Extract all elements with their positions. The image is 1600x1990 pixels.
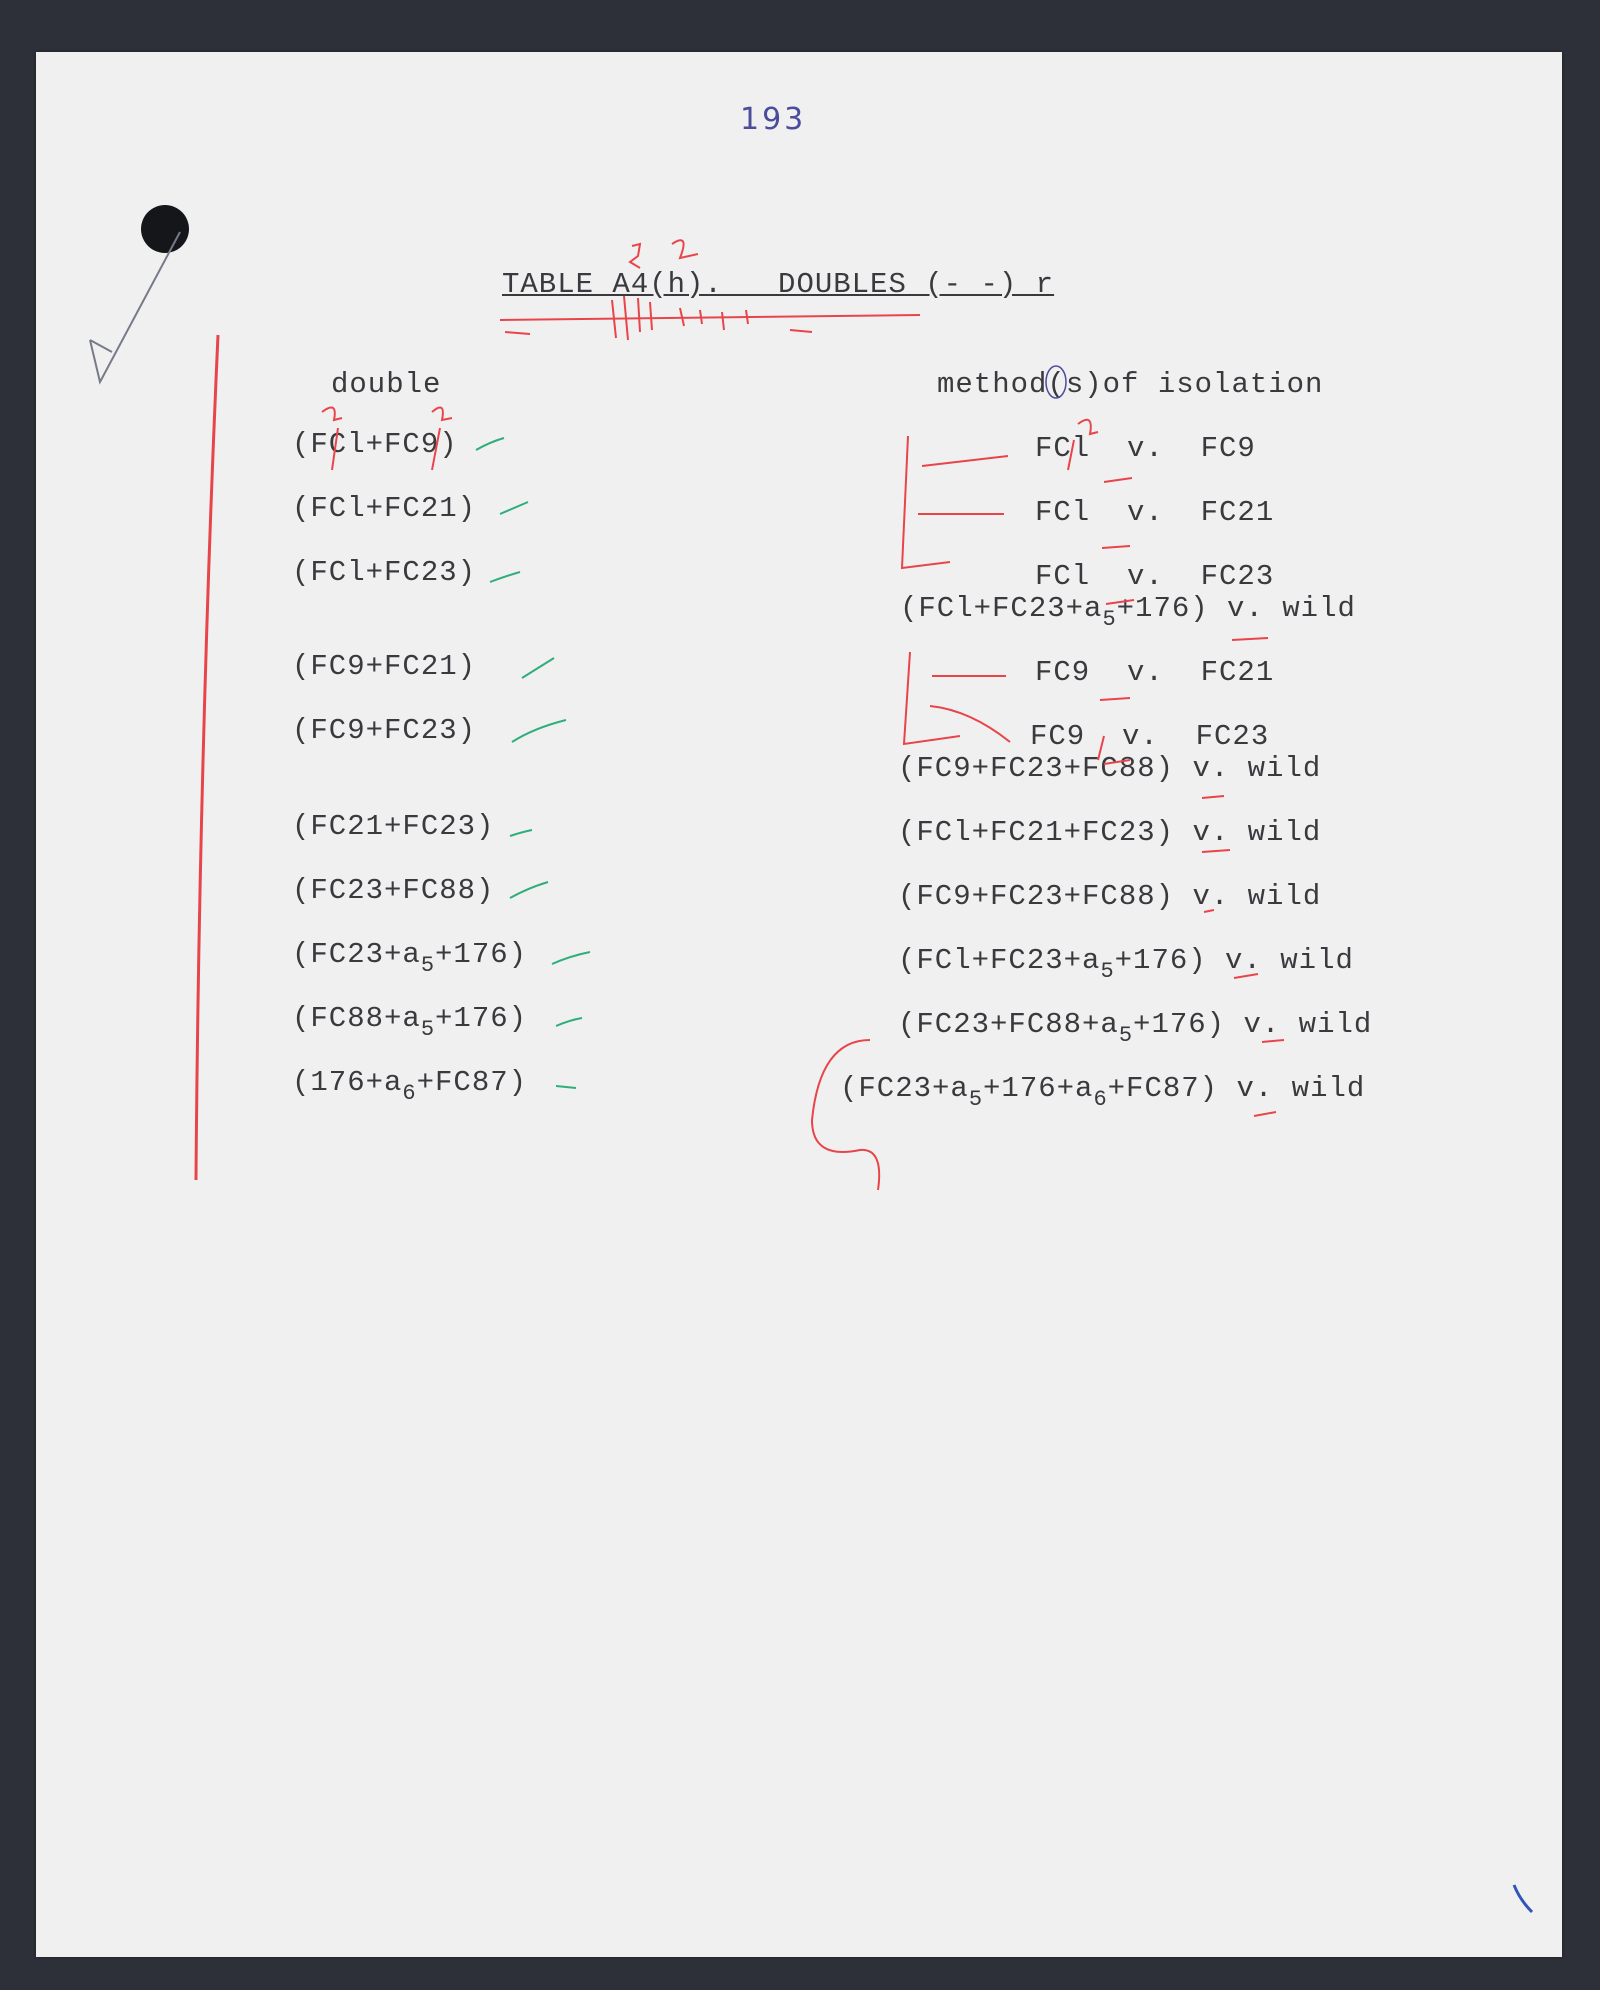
double-row: (FCl+FC9) (292, 428, 458, 461)
double-row: $(176+a_6+FC87)$ (292, 1066, 528, 1106)
column-header-double: double (331, 368, 442, 401)
double-row: (FC9+FC23) (292, 714, 477, 747)
double-row: (FCl+FC21) (292, 492, 477, 525)
method-row: FC9 v. FC21 (1035, 656, 1275, 689)
paper-sheet (36, 52, 1562, 1957)
page-number: 193 (740, 102, 807, 137)
punch-hole (141, 205, 189, 253)
method-row: FCl v. FC21 (1035, 496, 1275, 529)
table-title: TABLE A4(h). DOUBLES (- -) r (502, 268, 1055, 301)
method-row: (FC9+FC23+FC88) v. wild (898, 880, 1322, 913)
double-row: (FCl+FC23) (292, 556, 477, 589)
method-row: $(FC23+a_5+176+a_6+FC87)$ v. wild (840, 1072, 1366, 1112)
method-row: (FCl+FC21+FC23) v. wild (898, 816, 1322, 849)
method-row: (FC9+FC23+FC88) v. wild (898, 752, 1322, 785)
method-row: $(FC23+FC88+a_5+176)$ v. wild (898, 1008, 1373, 1048)
method-row: $(FCl+FC23+a_5+176)$ v. wild (898, 944, 1354, 984)
column-header-method: method(s)of isolation (937, 368, 1324, 401)
method-row: FCl v. FC9 (1035, 432, 1256, 465)
method-row: FCl v. FC23 (1035, 560, 1275, 593)
double-row: (FC21+FC23) (292, 810, 495, 843)
method-row: FC9 v. FC23 (1030, 720, 1270, 753)
double-row: $(FC23+a_5+176)$ (292, 938, 528, 978)
method-row: $(FCl+FC23+a_5+176)$ v. wild (900, 592, 1356, 632)
double-row: (FC23+FC88) (292, 874, 495, 907)
double-row: $(FC88+a_5+176)$ (292, 1002, 528, 1042)
double-row: (FC9+FC21) (292, 650, 477, 683)
